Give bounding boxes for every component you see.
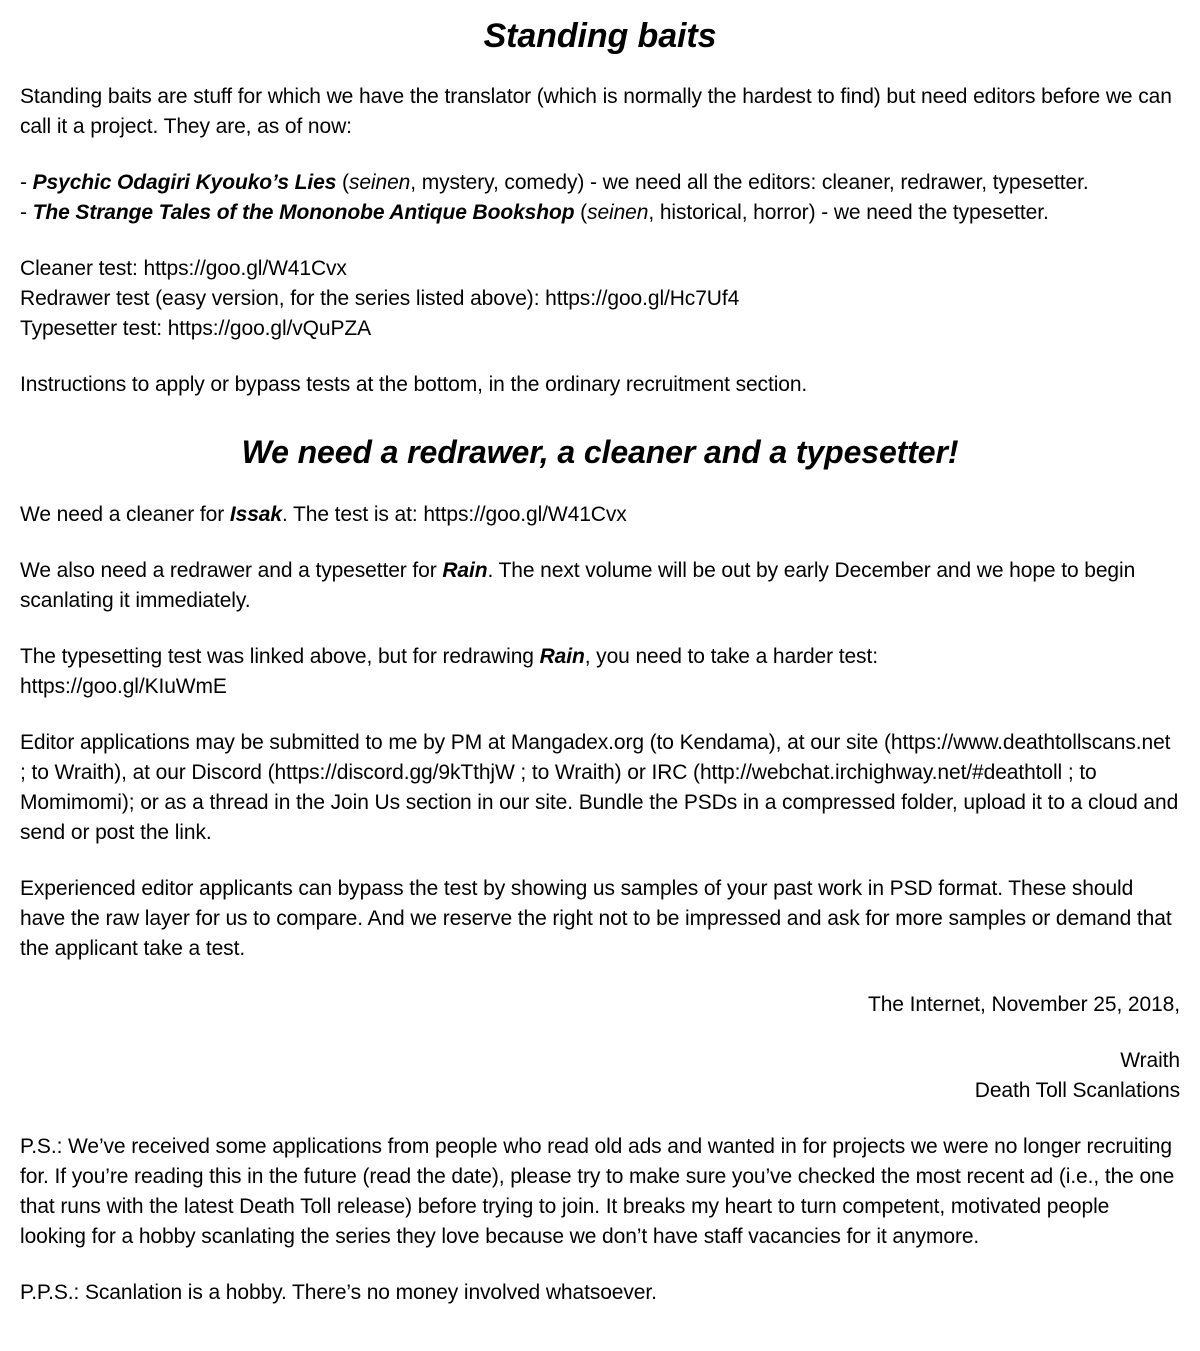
post-postscript: P.P.S.: Scanlation is a hobby. There’s no money involved whatsoever. <box>20 1281 657 1304</box>
text-run: ( <box>574 201 588 224</box>
text-run: Psychic Odagiri Kyouko’s Lies <box>32 171 337 194</box>
redrawing-test-paragraph <box>20 642 1180 702</box>
text-run: seinen <box>587 201 649 224</box>
text-run: . The test is at: https://goo.gl/W41Cvx <box>281 503 627 526</box>
text-run: Redrawer test (easy version, for the series listed above): https://goo.gl/Hc7Uf4 <box>20 287 740 310</box>
text-run: The Strange Tales of the Mononobe Antique Bookshop <box>32 201 575 224</box>
cleaner-needed-paragraph <box>20 500 1180 530</box>
text-run: Typesetter test: https://goo.gl/vQuPZA <box>20 317 372 340</box>
instructions-note: Instructions to apply or bypass tests at the bottom, in the ordinary recruitment section. <box>20 373 808 396</box>
text-run: - <box>20 171 33 194</box>
text-run: , historical, horror) - we need the typesetter. <box>648 201 1049 224</box>
text-run: The typesetting test was linked above, but for redrawing <box>20 645 540 668</box>
test-links <box>20 254 1180 344</box>
text-run: seinen <box>348 171 411 194</box>
text-run: , you need to take a harder test: <box>584 645 878 668</box>
rain-staff-paragraph <box>20 556 1180 616</box>
dateline: The Internet, November 25, 2018, <box>868 993 1180 1016</box>
text-run: Cleaner test: https://goo.gl/W41Cvx <box>20 257 347 280</box>
text-run: . The next volume will be out by early December and we hope to begin scanlating it immediately. <box>20 559 1136 612</box>
text-run: Rain <box>442 559 488 582</box>
text-run: - <box>20 201 33 224</box>
signature-name: Wraith <box>1120 1049 1180 1072</box>
text-run: Issak <box>229 503 282 526</box>
section-heading-recruitment: We need a redrawer, a cleaner and a typesetter! <box>241 434 959 470</box>
test-bypass-paragraph: Experienced editor applicants can bypass the test by showing us samples of your past work in PSD format. These should have the raw layer for us to compare. And we reserve the right not to be impressed and ask for more samples or demand that the applicant take a test. <box>20 877 1172 960</box>
signature-block <box>20 1046 1180 1106</box>
intro-paragraph: Standing baits are stuff for which we have the translator (which is normally the hardest to find) but need editors before we can call it a project. They are, as of now: <box>20 85 1172 138</box>
text-run: We also need a redrawer and a typesetter for <box>20 559 443 582</box>
signature-group: Death Toll Scanlations <box>974 1079 1180 1102</box>
text-run: ( <box>336 171 349 194</box>
page-title: Standing baits <box>483 17 717 55</box>
standing-baits-list <box>20 168 1180 228</box>
application-channels-paragraph: Editor applications may be submitted to me by PM at Mangadex.org (to Kendama), at our site (https://www.deathtollscans.net ; to Wraith), at our Discord (https://discord.gg/9kTthjW ; to Wraith) or IRC (http://webchat.irchighway.net/#deathtoll ; to Momimomi); or as a thread in the Join Us section in our site. Bundle the PSDs in a compressed folder, upload it to a cloud and send or post the link. <box>20 731 1179 844</box>
postscript: P.S.: We’ve received some applications from people who read old ads and wanted in for projects we were no longer recruiting for. If you’re reading this in the future (read the date), please try to make sure you’ve checked the most recent ad (i.e., the one that runs with the latest Death Toll release) before trying to join. It breaks my heart to turn competent, motivated people looking for a hobby scanlating the series they love because we don’t have staff vacancies for it anymore. <box>20 1135 1175 1248</box>
text-run: We need a cleaner for <box>20 503 230 526</box>
text-run: , mystery, comedy) - we need all the editors: cleaner, redrawer, typesetter. <box>410 171 1089 194</box>
text-run: https://goo.gl/KIuWmE <box>20 675 227 698</box>
text-run: Rain <box>539 645 585 668</box>
